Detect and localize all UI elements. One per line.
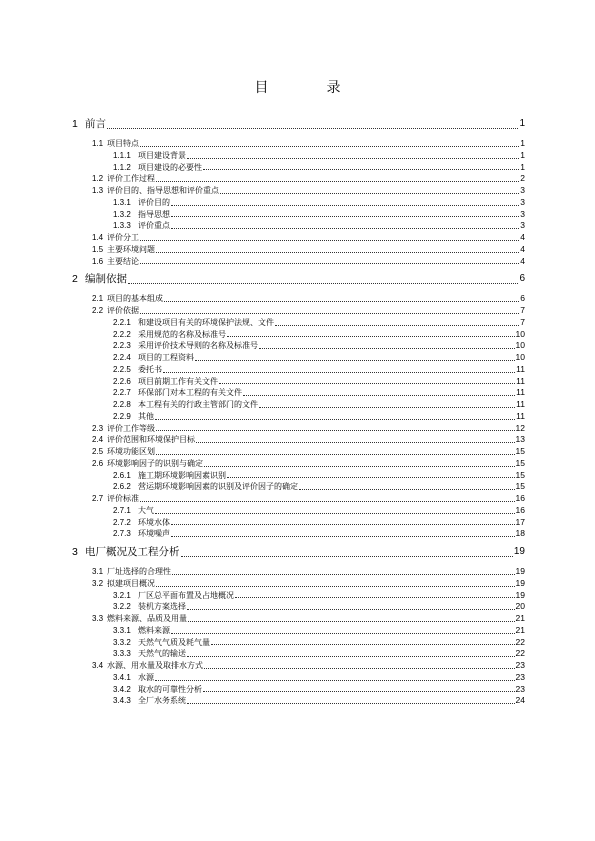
toc-entry-label: 采用规范的名称及标准号 xyxy=(138,329,226,339)
toc-dot-leader xyxy=(203,691,515,692)
toc-dot-leader xyxy=(171,228,519,229)
toc-entry-page: 10 xyxy=(515,340,525,351)
toc-entry[interactable] xyxy=(72,317,525,329)
toc-dot-leader xyxy=(227,336,515,337)
toc-entry-page: 11 xyxy=(516,387,525,398)
toc-dot-leader xyxy=(235,597,515,598)
toc-entry-label: 营运期环境影响因素的识别及评价因子的确定 xyxy=(138,482,298,492)
toc-entry[interactable] xyxy=(72,434,525,446)
toc-entry-label: 项目建设的必要性 xyxy=(138,162,202,172)
toc-entry-number: 3.3 xyxy=(92,614,104,623)
toc-entry-label: 天然气的输送 xyxy=(138,649,186,659)
toc-entry-number: 2.2.2 xyxy=(113,329,131,339)
toc-dot-leader xyxy=(155,419,515,420)
toc-entry-page: 13 xyxy=(515,434,525,445)
toc-entry-number: 2.2.3 xyxy=(113,341,131,351)
toc-entry-label: 评价重点 xyxy=(138,221,170,231)
toc-entry-page: 1 xyxy=(519,118,525,129)
toc-dot-leader xyxy=(140,263,519,264)
toc-entry-page: 3 xyxy=(520,208,525,219)
toc-entry[interactable] xyxy=(72,197,525,209)
toc-dot-leader xyxy=(172,574,515,575)
toc-dot-leader xyxy=(156,252,519,253)
toc-dot-leader xyxy=(171,524,515,525)
toc-entry-number: 2.2.9 xyxy=(113,411,131,421)
toc-entry-page: 16 xyxy=(515,504,525,515)
toc-entry-label: 项目的基本组成 xyxy=(107,294,163,304)
toc-entry-page: 12 xyxy=(515,422,525,433)
toc-dot-leader xyxy=(203,169,519,170)
toc-entry-page: 21 xyxy=(515,624,525,635)
toc-entry[interactable] xyxy=(72,305,525,317)
toc-entry-number: 2.7 xyxy=(92,494,104,503)
toc-entry-page: 4 xyxy=(520,243,525,254)
toc-entry[interactable] xyxy=(72,613,525,625)
toc-entry-label: 拟建项目概况 xyxy=(107,578,155,588)
toc-entry[interactable] xyxy=(72,271,525,287)
toc-entry[interactable] xyxy=(72,352,525,364)
toc-dot-leader xyxy=(187,609,515,610)
toc-dot-leader xyxy=(299,489,515,490)
toc-entry-page: 7 xyxy=(520,316,525,327)
toc-entry-page: 16 xyxy=(515,493,525,503)
toc-entry[interactable] xyxy=(72,660,525,672)
toc-entry-label: 环境水体 xyxy=(138,517,170,527)
toc-entry-number: 3 xyxy=(72,546,78,558)
toc-entry-label: 水源 xyxy=(138,672,154,682)
toc-entry-number: 2.2.7 xyxy=(113,388,131,398)
toc-entry[interactable] xyxy=(72,481,525,493)
toc-entry[interactable] xyxy=(72,578,525,590)
toc-dot-leader xyxy=(187,656,515,657)
toc-entry[interactable] xyxy=(72,209,525,221)
toc-dot-leader xyxy=(156,181,519,182)
toc-entry-label: 燃料来源、品质及用量 xyxy=(107,614,187,623)
toc-dot-leader xyxy=(275,325,519,326)
toc-entry-page: 19 xyxy=(515,589,525,600)
toc-dot-leader xyxy=(156,454,515,455)
toc-entry[interactable] xyxy=(72,601,525,613)
toc-entry-label: 全厂水务系统 xyxy=(138,696,186,706)
toc-entry[interactable] xyxy=(72,458,525,470)
toc-entry-page: 19 xyxy=(513,546,525,557)
toc-entry[interactable] xyxy=(72,695,525,707)
toc-dot-leader xyxy=(181,556,513,557)
toc-entry-label: 本工程有关的行政主管部门的文件 xyxy=(138,400,258,409)
toc-entry-page: 20 xyxy=(515,601,525,612)
toc-entry[interactable] xyxy=(72,411,525,423)
toc-entry-number: 1.1 xyxy=(92,139,104,148)
toc-entry[interactable] xyxy=(72,566,525,578)
toc-entry-number: 2.7.1 xyxy=(113,505,131,515)
toc-entry-label: 采用评价技术导则的名称及标准号 xyxy=(138,341,258,351)
toc-dot-leader xyxy=(188,621,515,622)
toc-title: 目 录 xyxy=(254,80,363,96)
toc-entry-page: 23 xyxy=(515,671,525,682)
toc-entry[interactable] xyxy=(72,505,525,517)
toc-entry-number: 2.6 xyxy=(92,458,104,468)
toc-entry-page: 7 xyxy=(520,305,525,315)
toc-entry-number: 3.2.1 xyxy=(113,590,131,600)
toc-entry[interactable] xyxy=(72,446,525,458)
toc-entry-label: 评价范围和环境保护目标 xyxy=(107,435,195,445)
toc-entry[interactable] xyxy=(72,637,525,649)
toc-entry[interactable] xyxy=(72,470,525,482)
toc-entry-label: 厂址选择的合理性 xyxy=(107,567,171,576)
toc-dot-leader xyxy=(187,158,519,159)
toc-entry[interactable] xyxy=(72,116,525,132)
toc-entry-page: 10 xyxy=(515,352,525,362)
toc-entry[interactable] xyxy=(72,244,525,256)
toc-entry-page: 1 xyxy=(520,161,525,172)
toc-entry-page: 4 xyxy=(520,255,525,266)
toc-entry-number: 3.1 xyxy=(92,567,104,576)
toc-entry-page: 23 xyxy=(515,660,525,670)
toc-entry-page: 22 xyxy=(515,636,525,647)
toc-entry-number: 2.2.5 xyxy=(113,364,131,374)
toc-entry-label: 电厂概况及工程分析 xyxy=(85,546,180,558)
toc-entry-number: 3.2 xyxy=(92,578,104,588)
toc-dot-leader xyxy=(259,348,515,349)
toc-entry-page: 23 xyxy=(515,683,525,694)
toc-entry[interactable] xyxy=(72,232,525,244)
toc-dot-leader xyxy=(196,442,515,443)
toc-entry-page: 6 xyxy=(520,293,525,304)
toc-entry[interactable] xyxy=(72,173,525,185)
toc-dot-leader xyxy=(156,430,515,431)
toc-entry-page: 1 xyxy=(520,138,525,148)
toc-entry-label: 项目的工程资料 xyxy=(138,353,194,362)
toc-entry[interactable] xyxy=(72,293,525,305)
toc-entry-page: 3 xyxy=(520,196,525,207)
table-of-contents xyxy=(72,112,525,707)
toc-dot-leader xyxy=(204,668,515,669)
toc-dot-leader xyxy=(155,513,515,514)
toc-entry-number: 1.4 xyxy=(92,233,104,242)
toc-entry-label: 装机方案选择 xyxy=(138,602,186,612)
toc-entry-number: 1.3.1 xyxy=(113,197,131,207)
toc-dot-leader xyxy=(171,216,519,217)
toc-entry-number: 3.4 xyxy=(92,661,104,670)
toc-entry-label: 天然气气质及耗气量 xyxy=(138,637,210,647)
toc-entry-label: 环境功能区划 xyxy=(107,447,155,456)
toc-entry-page: 3 xyxy=(520,185,525,195)
toc-dot-leader xyxy=(140,240,519,241)
toc-dot-leader xyxy=(171,205,519,206)
toc-entry-number: 2.2 xyxy=(92,306,104,315)
toc-entry-label: 委托书 xyxy=(138,364,162,374)
toc-dot-leader xyxy=(243,395,515,396)
toc-entry-number: 2.2.4 xyxy=(113,353,131,362)
toc-entry-label: 厂区总平面布置及占地概况 xyxy=(138,590,234,600)
toc-entry-number: 3.4.2 xyxy=(113,684,131,694)
toc-dot-leader xyxy=(140,313,519,314)
toc-entry[interactable] xyxy=(72,648,525,660)
toc-entry-number: 2.2.8 xyxy=(113,400,131,409)
toc-entry-page: 3 xyxy=(520,220,525,231)
toc-entry-label: 项目建设背景 xyxy=(138,150,186,160)
toc-entry-page: 11 xyxy=(516,363,525,374)
toc-entry-number: 1 xyxy=(72,118,78,130)
toc-entry-page: 11 xyxy=(516,410,525,421)
toc-dot-leader xyxy=(195,360,515,361)
toc-entry[interactable] xyxy=(72,376,525,388)
toc-entry-number: 1.3.2 xyxy=(113,209,131,219)
toc-entry-label: 施工期环境影响因素识别 xyxy=(138,470,226,480)
toc-entry[interactable] xyxy=(72,364,525,376)
toc-entry-label: 主要结论 xyxy=(107,256,139,266)
toc-dot-leader xyxy=(227,477,515,478)
toc-entry-label: 评价目的 xyxy=(138,197,170,207)
toc-entry-number: 2.5 xyxy=(92,447,104,456)
toc-entry-page: 24 xyxy=(515,695,525,706)
toc-entry-page: 11 xyxy=(516,375,525,386)
toc-dot-leader xyxy=(171,633,515,634)
toc-entry-label: 项目特点 xyxy=(107,139,139,148)
toc-entry[interactable] xyxy=(72,672,525,684)
toc-entry-page: 10 xyxy=(515,328,525,339)
toc-entry-number: 2 xyxy=(72,273,78,286)
toc-entry-number: 2.6.1 xyxy=(113,470,131,480)
toc-entry-page: 18 xyxy=(515,528,525,539)
toc-dot-leader xyxy=(204,466,515,467)
toc-entry-number: 1.6 xyxy=(92,256,104,266)
toc-dot-leader xyxy=(140,501,515,502)
toc-entry-label: 评价工作等级 xyxy=(107,423,155,433)
toc-entry-label: 大气 xyxy=(138,505,154,515)
toc-entry[interactable] xyxy=(72,150,525,162)
toc-dot-leader xyxy=(156,586,515,587)
toc-entry[interactable] xyxy=(72,493,525,505)
toc-entry-label: 主要环境问题 xyxy=(107,244,155,254)
toc-entry-number: 3.4.1 xyxy=(113,672,131,682)
toc-entry-label: 水源、用水量及取排水方式 xyxy=(107,661,203,670)
toc-entry-number: 3.3.1 xyxy=(113,625,131,635)
toc-entry-number: 2.1 xyxy=(92,294,104,304)
toc-entry-number: 3.4.3 xyxy=(113,696,131,706)
toc-dot-leader xyxy=(187,703,515,704)
toc-entry-number: 1.3.3 xyxy=(113,221,131,231)
toc-entry-page: 4 xyxy=(520,232,525,242)
toc-entry-page: 22 xyxy=(515,648,525,659)
toc-entry-number: 1.2 xyxy=(92,174,104,184)
toc-entry-number: 3.3.3 xyxy=(113,649,131,659)
toc-entry-label: 取水的可靠性分析 xyxy=(138,684,202,694)
toc-entry-number: 1.1.1 xyxy=(113,150,131,160)
toc-entry[interactable] xyxy=(72,684,525,696)
toc-entry-number: 1.5 xyxy=(92,244,104,254)
toc-entry-label: 指导思想 xyxy=(138,209,170,219)
toc-entry[interactable] xyxy=(72,220,525,232)
toc-entry-label: 评价标准 xyxy=(107,494,139,503)
toc-entry[interactable] xyxy=(72,528,525,540)
toc-entry-number: 2.7.3 xyxy=(113,529,131,539)
toc-entry[interactable] xyxy=(72,340,525,352)
toc-entry-label: 评价目的、指导思想和评价重点 xyxy=(107,186,219,195)
toc-entry[interactable] xyxy=(72,138,525,150)
toc-entry-page: 19 xyxy=(515,566,525,576)
toc-dot-leader xyxy=(163,372,515,373)
toc-entry-page: 2 xyxy=(520,173,525,184)
toc-entry[interactable] xyxy=(72,387,525,399)
toc-entry-label: 和建设项目有关的环境保护法规、文件 xyxy=(138,317,274,327)
toc-entry-page: 15 xyxy=(515,446,525,456)
toc-entry-label: 环境影响因子的识别与确定 xyxy=(107,458,203,468)
toc-entry-page: 15 xyxy=(515,481,525,492)
toc-entry[interactable] xyxy=(72,423,525,435)
toc-dot-leader xyxy=(140,146,519,147)
toc-entry[interactable] xyxy=(72,185,525,197)
toc-entry-page: 15 xyxy=(515,457,525,468)
toc-entry-number: 3.3.2 xyxy=(113,637,131,647)
toc-entry[interactable] xyxy=(72,544,525,560)
toc-entry[interactable] xyxy=(72,517,525,529)
toc-entry[interactable] xyxy=(72,256,525,268)
toc-dot-leader xyxy=(220,193,519,194)
toc-entry-page: 6 xyxy=(519,273,525,285)
toc-entry-number: 2.2.1 xyxy=(113,317,131,327)
toc-entry-page: 11 xyxy=(516,399,525,409)
toc-dot-leader xyxy=(107,128,518,129)
toc-entry-label: 环境噪声 xyxy=(138,529,170,539)
toc-entry-number: 1.3 xyxy=(92,186,104,195)
toc-entry-number: 2.2.6 xyxy=(113,376,131,386)
toc-entry-page: 17 xyxy=(515,516,525,527)
toc-entry-number: 2.7.2 xyxy=(113,517,131,527)
toc-entry-number: 2.3 xyxy=(92,423,104,433)
toc-entry-label: 燃料来源 xyxy=(138,625,170,635)
toc-dot-leader xyxy=(164,301,519,302)
toc-entry[interactable] xyxy=(72,329,525,341)
toc-entry-label: 环保部门对本工程的有关文件 xyxy=(138,388,242,398)
toc-dot-leader xyxy=(259,407,515,408)
toc-entry[interactable] xyxy=(72,399,525,411)
toc-entry-label: 评价工作过程 xyxy=(107,174,155,184)
toc-entry[interactable] xyxy=(72,162,525,174)
toc-entry-page: 15 xyxy=(515,469,525,480)
toc-entry-label: 评价依据 xyxy=(107,306,139,315)
toc-entry-page: 1 xyxy=(520,149,525,160)
toc-dot-leader xyxy=(128,283,518,284)
toc-entry-label: 项目前期工作有关文件 xyxy=(138,376,218,386)
toc-dot-leader xyxy=(171,536,515,537)
toc-entry-label: 其他 xyxy=(138,411,154,421)
toc-dot-leader xyxy=(211,644,515,645)
toc-dot-leader xyxy=(219,383,515,384)
toc-entry-number: 2.6.2 xyxy=(113,482,131,492)
toc-entry-number: 1.1.2 xyxy=(113,162,131,172)
toc-entry[interactable] xyxy=(72,590,525,602)
toc-entry-number: 3.2.2 xyxy=(113,602,131,612)
toc-entry-label: 编制依据 xyxy=(85,273,127,286)
toc-entry-label: 评价分工 xyxy=(107,233,139,242)
toc-dot-leader xyxy=(155,680,515,681)
toc-entry-number: 2.4 xyxy=(92,435,104,445)
toc-entry[interactable] xyxy=(72,625,525,637)
toc-entry-label: 前言 xyxy=(85,118,106,130)
toc-entry-page: 19 xyxy=(515,577,525,588)
toc-entry-page: 21 xyxy=(515,613,525,623)
